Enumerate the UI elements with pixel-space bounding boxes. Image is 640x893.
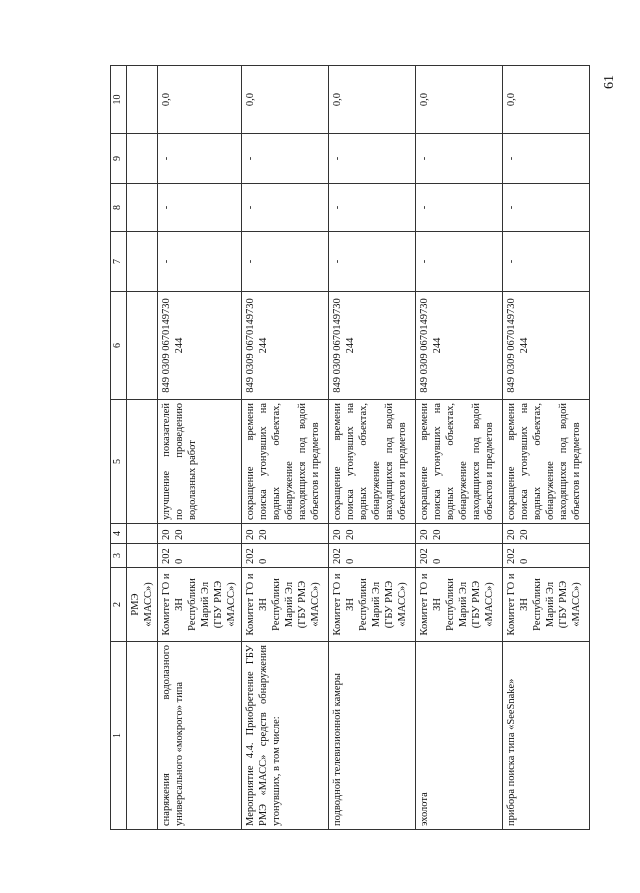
item-name: Мероприятие 4.4. Приобретение ГБУ РМЭ «МАСС» средств обнаружения утонувших, в том числе: — [241, 642, 328, 830]
col-header-8: 8 — [111, 184, 127, 232]
value-9: - — [241, 134, 328, 184]
value-8: - — [328, 184, 415, 232]
col-header-4: 4 — [111, 524, 127, 544]
value-9: - — [415, 134, 502, 184]
budget-code: 849 0309 0670149730 244 — [241, 292, 328, 400]
table-row — [328, 66, 415, 830]
value-9: - — [157, 134, 241, 184]
end-year: 2020 — [328, 524, 415, 544]
value-10: 0,0 — [241, 66, 328, 134]
start-year: 2020 — [157, 544, 241, 568]
continued-row — [126, 66, 157, 830]
value-8: - — [415, 184, 502, 232]
end-year: 2020 — [241, 524, 328, 544]
table-row — [241, 66, 328, 830]
end-year: 2020 — [502, 524, 589, 544]
value-8: - — [241, 184, 328, 232]
start-year: 2020 — [415, 544, 502, 568]
item-name: прибора поиска типа «SeeSnake» — [502, 642, 589, 830]
start-year: 2020 — [328, 544, 415, 568]
end-year: 2020 — [415, 524, 502, 544]
value-7: - — [502, 232, 589, 292]
executor: Комитет ГО и ЗН Республики Марий Эл (ГБУ РМЭ «МАСС») — [415, 568, 502, 642]
value-10: 0,0 — [415, 66, 502, 134]
rotated-page-content — [110, 66, 622, 830]
executor: Комитет ГО и ЗН Республики Марий Эл (ГБУ РМЭ «МАСС») — [157, 568, 241, 642]
program-table — [110, 65, 590, 830]
budget-code: 849 0309 0670149730 244 — [157, 292, 241, 400]
item-name: снаряжения водолазного универсального «мокрого» типа — [157, 642, 241, 830]
col-header-10: 10 — [111, 66, 127, 134]
col-header-1: 1 — [111, 642, 127, 830]
executor: Комитет ГО и ЗН Республики Марий Эл (ГБУ РМЭ «МАСС») — [502, 568, 589, 642]
page-number: 61 — [602, 75, 617, 89]
column-number-row — [111, 66, 127, 830]
continued-text: РМЭ «МАСС») — [126, 568, 157, 642]
col-header-9: 9 — [111, 134, 127, 184]
col-header-5: 5 — [111, 400, 127, 524]
col-header-6: 6 — [111, 292, 127, 400]
expected-result: улучшение показателей по проведению водолазных работ — [157, 400, 241, 524]
value-8: - — [157, 184, 241, 232]
start-year: 2020 — [241, 544, 328, 568]
executor: Комитет ГО и ЗН Республики Марий Эл (ГБУ РМЭ «МАСС») — [241, 568, 328, 642]
value-7: - — [328, 232, 415, 292]
expected-result: сокращение времени поиска утонувших на водных объектах, обнаружение находящихся под водой объектов и предметов — [502, 400, 589, 524]
value-9: - — [502, 134, 589, 184]
value-10: 0,0 — [328, 66, 415, 134]
expected-result: сокращение времени поиска утонувших на водных объектах, обнаружение находящихся под водой объектов и предметов — [415, 400, 502, 524]
value-8: - — [502, 184, 589, 232]
value-9: - — [328, 134, 415, 184]
budget-code: 849 0309 0670149730 244 — [328, 292, 415, 400]
budget-code: 849 0309 0670149730 244 — [415, 292, 502, 400]
value-10: 0,0 — [502, 66, 589, 134]
value-7: - — [241, 232, 328, 292]
value-7: - — [157, 232, 241, 292]
item-name: подводной телевизионной камеры — [328, 642, 415, 830]
executor: Комитет ГО и ЗН Республики Марий Эл (ГБУ РМЭ «МАСС») — [328, 568, 415, 642]
value-7: - — [415, 232, 502, 292]
end-year: 2020 — [157, 524, 241, 544]
expected-result: сокращение времени поиска утонувших на водных объектах, обнаружение находящихся под водой объектов и предметов — [328, 400, 415, 524]
budget-code: 849 0309 0670149730 244 — [502, 292, 589, 400]
col-header-2: 2 — [111, 568, 127, 642]
table-row — [415, 66, 502, 830]
col-header-7: 7 — [111, 232, 127, 292]
col-header-3: 3 — [111, 544, 127, 568]
table-row — [157, 66, 241, 830]
item-name: эхолота — [415, 642, 502, 830]
expected-result: сокращение времени поиска утонувших на водных объектах, обнаружение находящихся под водой объектов и предметов — [241, 400, 328, 524]
value-10: 0,0 — [157, 66, 241, 134]
table-row — [502, 66, 589, 830]
start-year: 2020 — [502, 544, 589, 568]
